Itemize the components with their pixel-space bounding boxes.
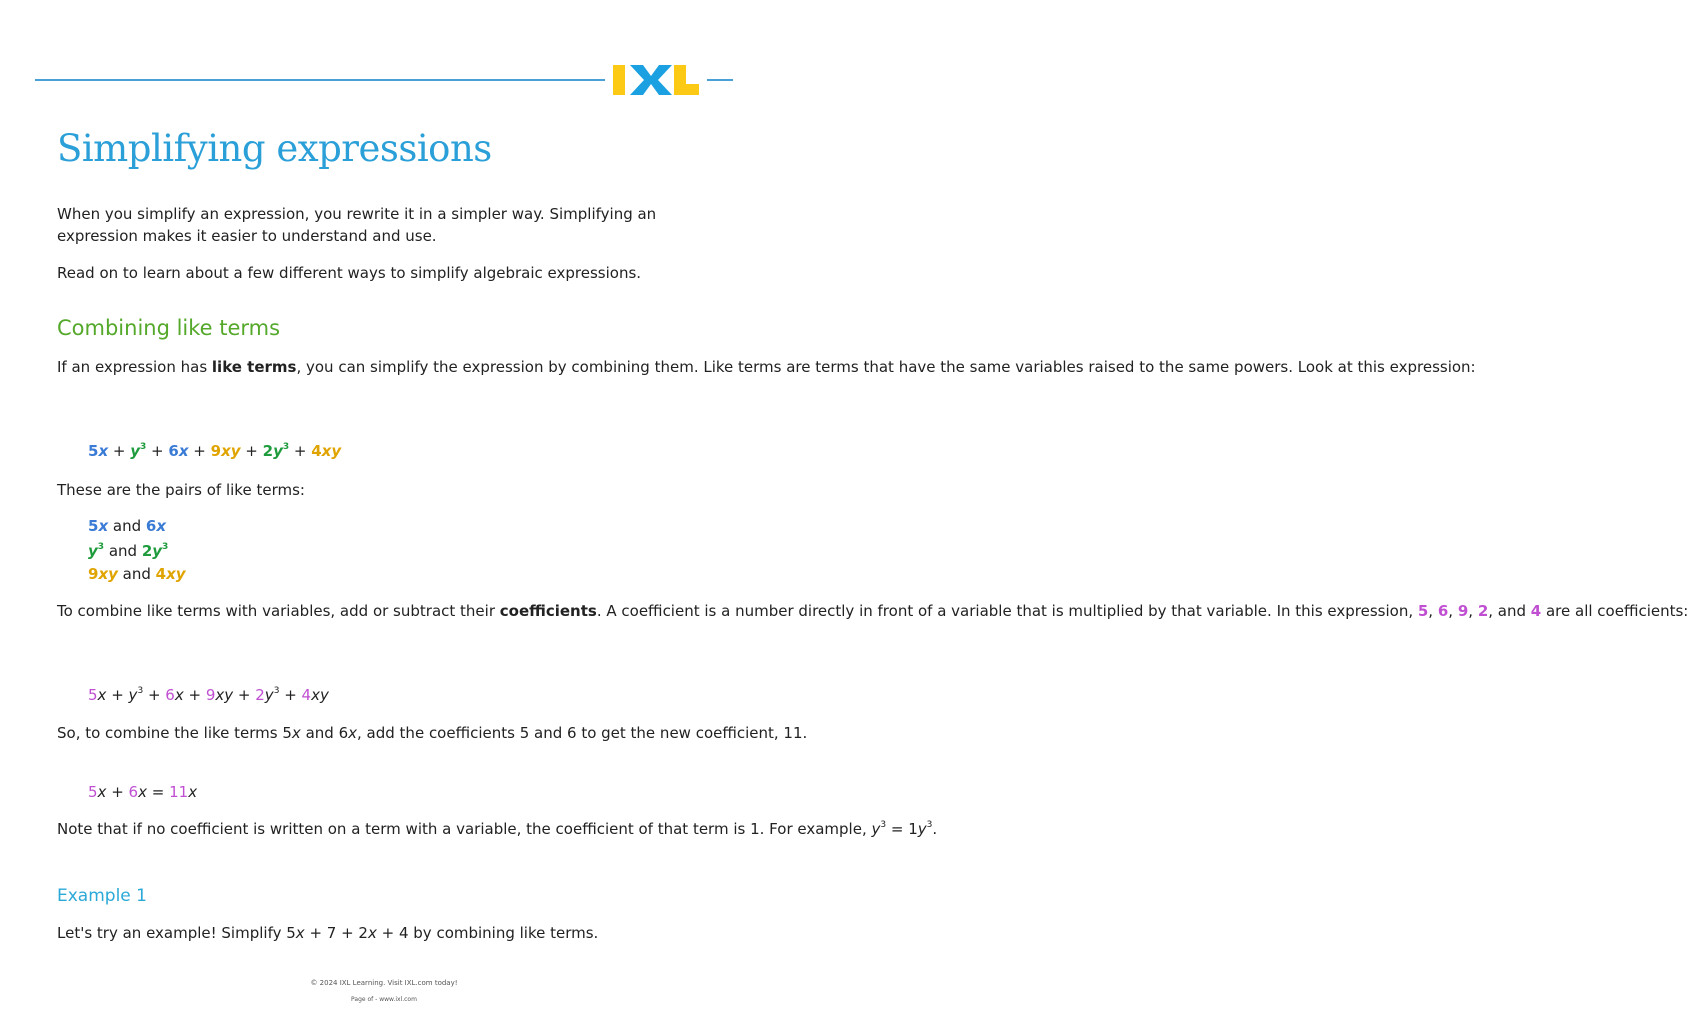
text-run: So, to combine the like terms 5 — [57, 724, 292, 742]
text-run: 5 — [88, 517, 99, 535]
text-run: + — [146, 442, 169, 460]
text-run: , — [1448, 602, 1458, 620]
text-run: + — [108, 442, 131, 460]
text-run: x — [138, 783, 147, 801]
logo-text: IXL — [612, 62, 614, 63]
text-run: + — [106, 686, 129, 704]
text-run: y — [128, 686, 138, 704]
text-run: = 1 — [886, 820, 918, 838]
text-run: 4 — [1530, 602, 1542, 620]
text-run: y — [152, 542, 163, 560]
text-run: + 7 + 2 — [304, 924, 368, 942]
text-run: To combine like terms with variables, add or subtract their — [57, 602, 500, 620]
text-run: are all coefficients: — [1541, 602, 1688, 620]
text-run: , you can simplify the expression by combining them. Like terms are terms that have the same variables raised to the same powers. Look at this expression: — [296, 358, 1476, 376]
combine-example-paragraph — [57, 722, 808, 744]
intro-paragraph-2: Read on to learn about a few different ways to simplify algebraic expressions. — [57, 264, 642, 282]
implicit-coefficient-note — [57, 818, 938, 840]
text-run: x — [291, 724, 301, 742]
text-run: xy — [98, 565, 118, 583]
text-run: xy — [166, 565, 186, 583]
text-run: x — [367, 924, 377, 942]
exponent: 3 — [162, 542, 169, 552]
text-run: . A coefficient is a number directly in front of a variable that is multiplied by that variable. In this expression, — [596, 602, 1418, 620]
text-run: x — [97, 686, 107, 704]
text-run: 2 — [255, 686, 265, 704]
footer-page-info: Page of - www.ixl.com — [351, 996, 417, 1003]
text-run: x — [178, 442, 189, 460]
section-heading-combining-like-terms: Combining like terms — [57, 316, 281, 340]
text-run: xy — [221, 442, 241, 460]
text-run: x — [348, 724, 358, 742]
text-run: 2 — [1477, 602, 1489, 620]
text-run: 2 — [141, 542, 153, 560]
like-terms-paragraph — [57, 356, 1476, 378]
text-run: 4 — [155, 565, 167, 583]
text-run: 9 — [205, 686, 216, 704]
text-run: y — [871, 820, 881, 838]
text-run: , — [1468, 602, 1478, 620]
text-run: xy — [321, 442, 342, 460]
text-run: 9 — [88, 565, 99, 583]
text-run: 6 — [168, 442, 179, 460]
text-run: xy — [311, 686, 329, 704]
text-run: x — [295, 924, 305, 942]
header-rule-right — [707, 79, 733, 81]
header-rule-left — [35, 79, 605, 81]
text-run: and — [104, 542, 142, 560]
expression-coefficients — [88, 684, 329, 706]
text-run: . — [932, 820, 938, 838]
coefficients-paragraph — [57, 600, 1688, 622]
text-run: and — [108, 517, 146, 535]
text-run: 5 — [88, 686, 98, 704]
text-run: , and — [1488, 602, 1531, 620]
text-run: 2 — [262, 442, 274, 460]
text-run: x — [174, 686, 184, 704]
text-run: If an expression has — [57, 358, 212, 376]
exponent: 3 — [97, 542, 105, 552]
footer-copyright: © 2024 IXL Learning. Visit IXL.com today! — [310, 979, 458, 987]
exponent: 3 — [926, 820, 933, 830]
text-run: x — [188, 783, 198, 801]
exponent: 3 — [273, 686, 280, 696]
page-title: Simplifying expressions — [57, 127, 492, 170]
text-run: + — [240, 442, 263, 460]
pairs-intro-text: These are the pairs of like terms: — [57, 481, 305, 499]
text-run: 5 — [88, 783, 98, 801]
text-run: + — [289, 442, 312, 460]
text-run: + 4 by combining like terms. — [376, 924, 599, 942]
text-run: Let's try an example! Simplify 5 — [57, 924, 296, 942]
text-run: 9 — [210, 442, 222, 460]
text-run: Note that if no coefficient is written on a term with a variable, the coefficient of that term is 1. For example, — [57, 820, 872, 838]
text-run: like terms — [211, 358, 297, 376]
text-run: 11 — [169, 783, 189, 801]
text-run: + — [279, 686, 302, 704]
text-run: 5 — [88, 442, 99, 460]
text-run: y — [130, 442, 141, 460]
text-run: = — [146, 783, 170, 801]
text-run: 6 — [145, 517, 157, 535]
text-run: + — [188, 442, 211, 460]
text-run: , — [1428, 602, 1438, 620]
example-1-heading: Example 1 — [57, 886, 147, 906]
text-run: x — [98, 442, 109, 460]
text-run: 9 — [1457, 602, 1469, 620]
exponent: 3 — [140, 442, 147, 452]
like-term-pair-y-cubed — [88, 540, 168, 562]
exponent: 3 — [137, 686, 144, 696]
text-run: 4 — [301, 686, 312, 704]
text-run: xy — [215, 686, 234, 704]
example-1-prompt — [57, 922, 733, 944]
text-run: y — [88, 542, 98, 560]
text-run: + — [143, 686, 166, 704]
text-run: + — [183, 686, 206, 704]
like-term-pair-x — [88, 515, 166, 537]
text-run: 4 — [311, 442, 322, 460]
text-run: and 6 — [300, 724, 349, 742]
text-run: + — [233, 686, 256, 704]
expression-like-terms — [88, 440, 341, 462]
text-run: and — [117, 565, 156, 583]
text-run: x — [98, 517, 109, 535]
text-run: y — [273, 442, 283, 460]
text-run: , add the coefficients 5 and 6 to get the new coefficient, 11. — [357, 724, 808, 742]
text-run: coefficients — [499, 602, 597, 620]
text-run: x — [97, 783, 107, 801]
text-run: 6 — [128, 783, 139, 801]
text-run: + — [106, 783, 129, 801]
expression-combined — [88, 781, 197, 803]
text-run: 6 — [1437, 602, 1449, 620]
text-run: 5 — [1417, 602, 1429, 620]
ixl-logo — [612, 62, 700, 98]
text-run: y — [917, 820, 927, 838]
exponent: 3 — [282, 442, 290, 452]
text-run: x — [156, 517, 167, 535]
exponent: 3 — [880, 820, 887, 830]
text-run: y — [264, 686, 274, 704]
like-term-pair-xy — [88, 563, 186, 585]
text-run: 6 — [165, 686, 175, 704]
intro-paragraph-1: When you simplify an expression, you rewrite it in a simpler way. Simplifying an expression makes it easier to understand and use. — [57, 205, 657, 245]
